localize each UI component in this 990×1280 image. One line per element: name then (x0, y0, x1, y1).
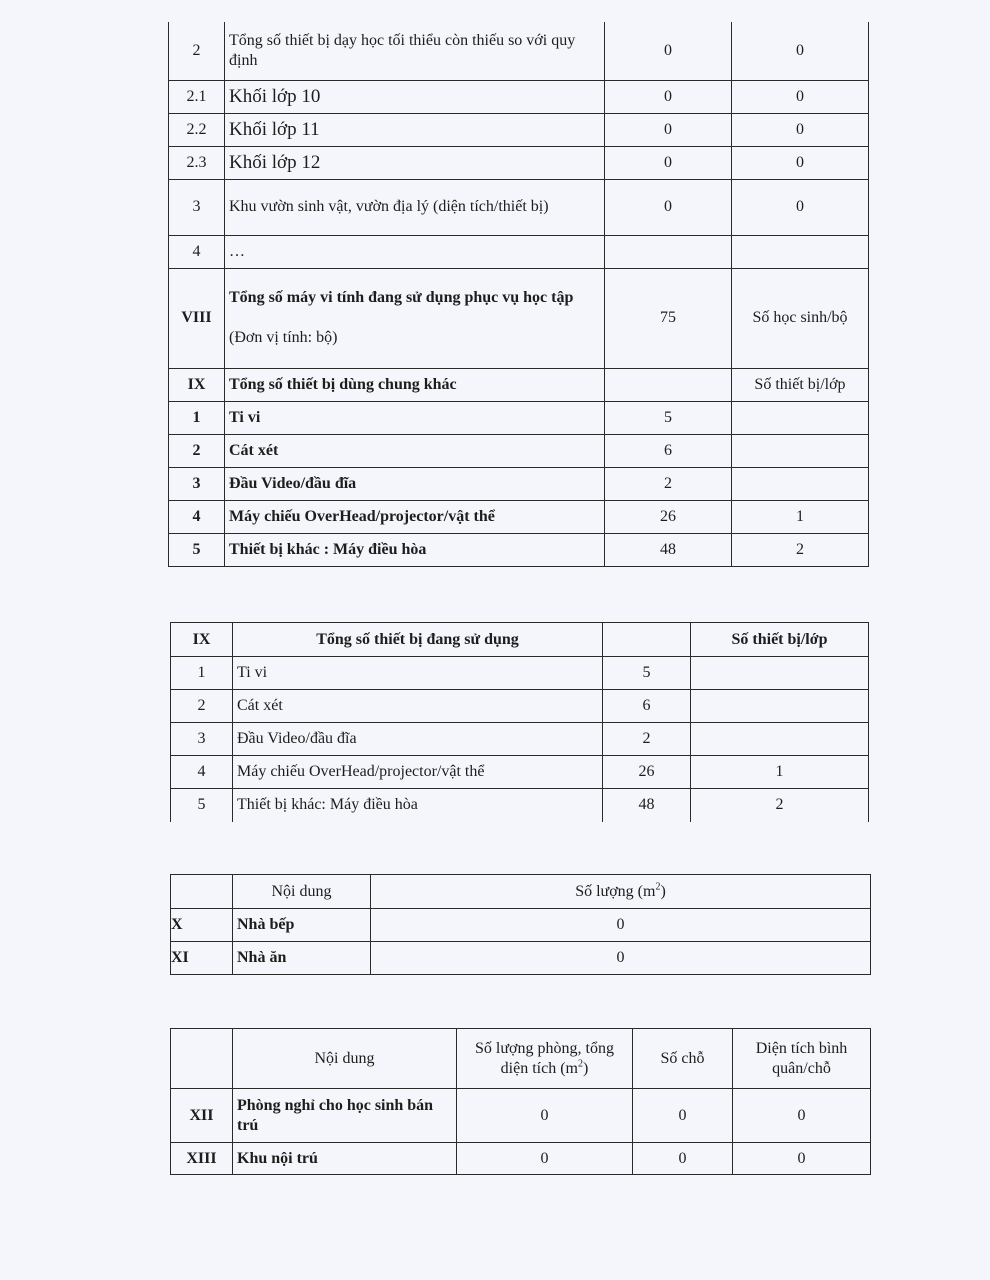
row-content: Thiết bị khác : Máy điều hòa (225, 533, 605, 566)
table-row (171, 942, 871, 975)
row-value: 0 (605, 113, 732, 146)
row-number: X (171, 909, 233, 942)
row-value: 26 (605, 500, 732, 533)
row-value: 0 (732, 80, 869, 113)
section-title: Tổng số máy vi tính đang sử dụng phục vụ học tập (229, 289, 574, 306)
row-value: 0 (605, 22, 732, 80)
table-row (169, 500, 869, 533)
table-row (169, 467, 869, 500)
row-number: 2 (171, 690, 233, 723)
row-value: 2 (732, 533, 869, 566)
row-content: Cát xét (233, 690, 603, 723)
header-content: Nội dung (233, 1029, 457, 1089)
section-row-ix (169, 368, 869, 401)
row-value (732, 401, 869, 434)
row-value: 0 (633, 1143, 733, 1175)
unit-note: (Đơn vị tính: bộ) (229, 329, 338, 346)
row-value: 75 (605, 268, 732, 368)
section-title: Tổng số thiết bị đang sử dụng (233, 623, 603, 657)
row-number: 2 (169, 434, 225, 467)
row-value: 48 (605, 533, 732, 566)
row-value: 0 (371, 942, 871, 975)
row-number: 5 (171, 789, 233, 822)
row-number: XIII (171, 1143, 233, 1175)
table-row (171, 690, 869, 723)
row-content: Ti vi (225, 401, 605, 434)
boarding-table (170, 1028, 871, 1175)
table-header-row (171, 875, 871, 909)
devices-in-use-table (170, 622, 869, 822)
row-value: 0 (732, 146, 869, 179)
row-value (691, 657, 869, 690)
section-number: IX (169, 368, 225, 401)
row-content: … (225, 235, 605, 268)
row-value: 0 (457, 1143, 633, 1175)
header-rooms (457, 1029, 633, 1089)
row-value: 1 (691, 756, 869, 789)
row-content: Thiết bị khác: Máy điều hòa (233, 789, 603, 822)
row-number: XII (171, 1089, 233, 1143)
rooms-label: Số lượng phòng, tổng diện tích (m (475, 1039, 614, 1077)
row-value (605, 235, 732, 268)
header-cell (171, 875, 233, 909)
row-content: Máy chiếu OverHead/projector/vật thể (225, 500, 605, 533)
row-value: 0 (605, 146, 732, 179)
row-value: 0 (733, 1143, 871, 1175)
table-row (169, 401, 869, 434)
rooms-label-end: ) (582, 1059, 589, 1077)
row-content: Khu vườn sinh vật, vườn địa lý (diện tích/thiết bị) (225, 179, 605, 235)
row-value: 1 (732, 500, 869, 533)
row-value: 2 (603, 723, 691, 756)
superscript: 2 (655, 881, 661, 893)
row-value: 6 (605, 434, 732, 467)
header-quantity (371, 875, 871, 909)
section-content (225, 268, 605, 368)
table-row (171, 1089, 871, 1143)
row-content: Máy chiếu OverHead/projector/vật thể (233, 756, 603, 789)
row-value: 0 (733, 1089, 871, 1143)
row-content: Cát xét (225, 434, 605, 467)
row-value (732, 467, 869, 500)
table-row (171, 909, 871, 942)
table-row (169, 146, 869, 179)
table-row (171, 789, 869, 822)
row-content: Đầu Video/đầu đĩa (225, 467, 605, 500)
row-value: 0 (605, 179, 732, 235)
row-number: 2 (169, 22, 225, 80)
superscript: 2 (577, 1058, 583, 1070)
table-header-row (171, 623, 869, 657)
row-number: 1 (171, 657, 233, 690)
section-row-viii (169, 268, 869, 368)
row-value: 2 (691, 789, 869, 822)
section-title: Tổng số thiết bị dùng chung khác (225, 368, 605, 401)
row-value (605, 368, 732, 401)
header-content: Nội dung (233, 875, 371, 909)
row-value: 0 (457, 1089, 633, 1143)
row-value (691, 723, 869, 756)
row-value (732, 434, 869, 467)
row-value: 0 (605, 80, 732, 113)
row-number: 1 (169, 401, 225, 434)
table-row (169, 179, 869, 235)
header-places: Số chỗ (633, 1029, 733, 1089)
row-content: Tổng số thiết bị dạy học tối thiểu còn thiếu so với quy định (225, 22, 605, 80)
table-row (169, 533, 869, 566)
row-value: 0 (371, 909, 871, 942)
row-content: Ti vi (233, 657, 603, 690)
table-row (169, 22, 869, 80)
section-number: IX (171, 623, 233, 657)
row-number: 2.3 (169, 146, 225, 179)
row-content: Khối lớp 11 (225, 113, 605, 146)
row-content: Khối lớp 10 (225, 80, 605, 113)
row-value: 5 (603, 657, 691, 690)
row-value: Số học sinh/bộ (732, 268, 869, 368)
row-value (732, 235, 869, 268)
header-cell (603, 623, 691, 657)
table-header-row (171, 1029, 871, 1089)
row-number: 2.2 (169, 113, 225, 146)
row-number: 2.1 (169, 80, 225, 113)
table-row (171, 657, 869, 690)
table-row (169, 235, 869, 268)
row-number: XI (171, 942, 233, 975)
row-value: 5 (605, 401, 732, 434)
quantity-label: Số lượng (m (575, 882, 656, 900)
row-value: 0 (732, 113, 869, 146)
row-content: Khu nội trú (233, 1143, 457, 1175)
row-number: 4 (171, 756, 233, 789)
row-value: 2 (605, 467, 732, 500)
row-content: Khối lớp 12 (225, 146, 605, 179)
row-number: 4 (169, 500, 225, 533)
row-number: 3 (169, 467, 225, 500)
row-content: Phòng nghỉ cho học sinh bán trú (233, 1089, 457, 1143)
row-value: 48 (603, 789, 691, 822)
header-cell (171, 1029, 233, 1089)
table-row (169, 113, 869, 146)
table-row (169, 80, 869, 113)
row-value (691, 690, 869, 723)
row-content: Nhà ăn (233, 942, 371, 975)
quantity-label-end: ) (660, 882, 666, 900)
row-value: 6 (603, 690, 691, 723)
row-number: 3 (171, 723, 233, 756)
row-value: 26 (603, 756, 691, 789)
row-value: 0 (633, 1089, 733, 1143)
row-value: 0 (732, 22, 869, 80)
header-cell: Số thiết bị/lớp (691, 623, 869, 657)
row-value: 0 (732, 179, 869, 235)
row-content: Nhà bếp (233, 909, 371, 942)
table-row (171, 723, 869, 756)
table-row (169, 434, 869, 467)
equipment-table (168, 22, 869, 567)
row-value: Số thiết bị/lớp (732, 368, 869, 401)
row-number: 5 (169, 533, 225, 566)
table-row (171, 756, 869, 789)
row-content: Đầu Video/đầu đĩa (233, 723, 603, 756)
kitchen-dining-table (170, 874, 871, 975)
section-number: VIII (169, 268, 225, 368)
row-number: 4 (169, 235, 225, 268)
header-area: Diện tích bình quân/chỗ (733, 1029, 871, 1089)
table-row (171, 1143, 871, 1175)
row-number: 3 (169, 179, 225, 235)
